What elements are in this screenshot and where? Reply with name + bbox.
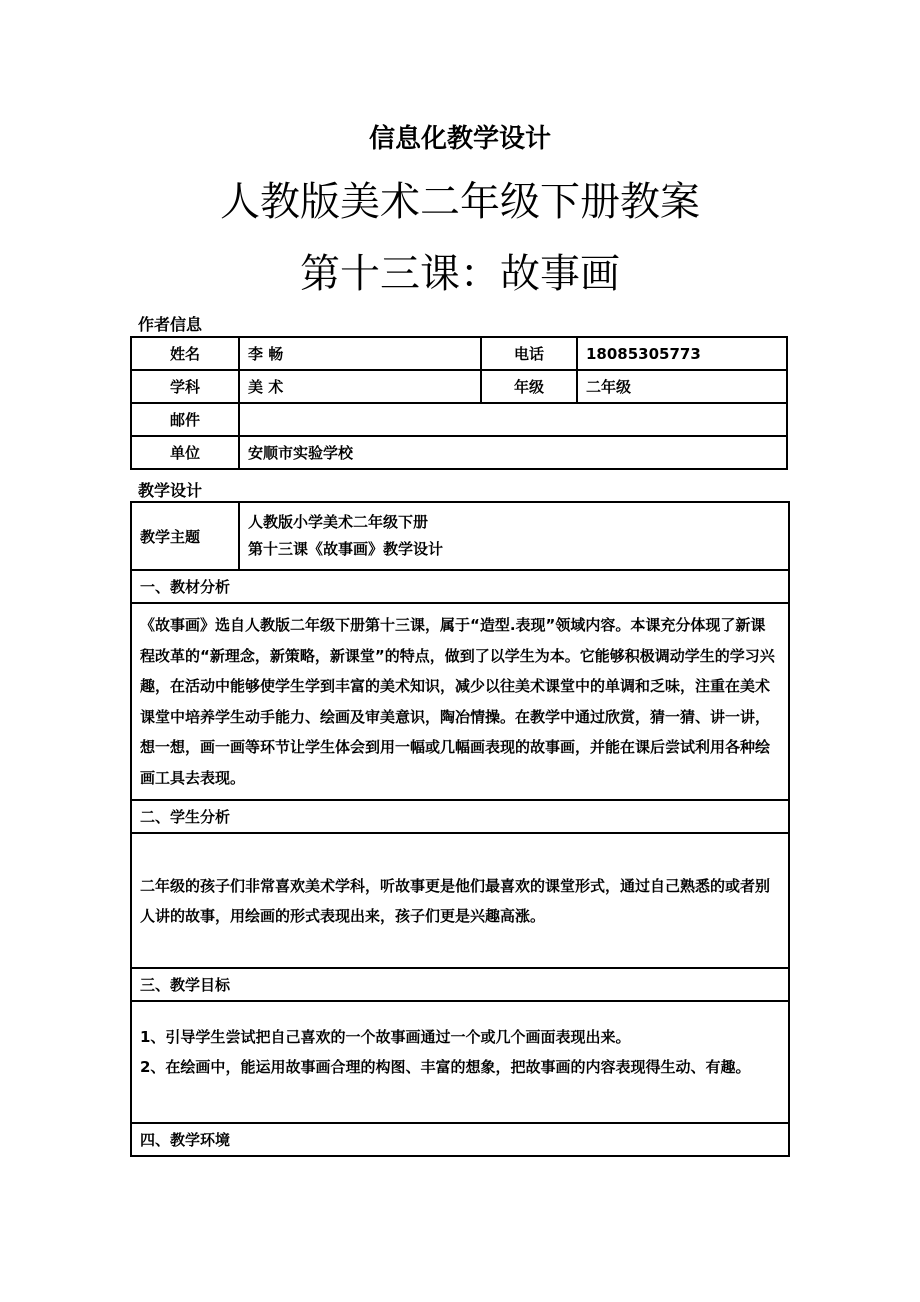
s3-body-row — [131, 1001, 789, 1123]
teaching-design-table — [130, 501, 790, 1157]
email-value — [239, 403, 787, 436]
lesson-title: 第十三课：故事画 — [300, 251, 620, 297]
topic-label: 教学主题 — [131, 502, 239, 570]
email-label: 邮件 — [131, 403, 239, 436]
doc-title: 信息化教学设计 — [368, 124, 551, 154]
topic-row — [131, 502, 789, 570]
s1-heading: 一、教材分析 — [131, 570, 789, 603]
s1-heading-row — [131, 570, 789, 603]
s3-heading-row — [131, 968, 789, 1001]
topic-line-2: 第十三课《故事画》教学设计 — [248, 540, 444, 558]
author-row-name — [131, 337, 787, 370]
grade-label: 年级 — [481, 370, 577, 403]
s3-body — [131, 1001, 789, 1123]
s2-heading: 二、学生分析 — [131, 800, 789, 833]
grade-value: 二年级 — [577, 370, 787, 403]
s4-heading: 四、教学环境 — [131, 1123, 789, 1156]
author-row-unit — [131, 436, 787, 469]
goal-item-1: 1、引导学生尝试把自己喜欢的一个故事画通过一个或几个画面表现出来。 — [140, 1028, 631, 1046]
subject-value: 美 术 — [239, 370, 481, 403]
author-section-label: 作者信息 — [138, 315, 203, 334]
doc-subtitle: 人教版美术二年级下册教案 — [220, 179, 700, 225]
phone-label: 电话 — [481, 337, 577, 370]
subject-label: 学科 — [131, 370, 239, 403]
name-value: 李 畅 — [239, 337, 481, 370]
design-section-label: 教学设计 — [138, 481, 203, 500]
author-row-subject — [131, 370, 787, 403]
topic-value — [239, 502, 789, 570]
author-row-email — [131, 403, 787, 436]
s2-text: 二年级的孩子们非常喜欢美术学科，听故事更是他们最喜欢的课堂形式，通过自己熟悉的或者别人讲的故事，用绘画的形式表现出来，孩子们更是兴趣高涨。 — [131, 833, 789, 968]
name-label: 姓名 — [131, 337, 239, 370]
s4-heading-row — [131, 1123, 789, 1156]
s2-body-row — [131, 833, 789, 968]
s2-heading-row — [131, 800, 789, 833]
s1-body-row — [131, 603, 789, 800]
s3-heading: 三、教学目标 — [131, 968, 789, 1001]
unit-label: 单位 — [131, 436, 239, 469]
goal-item-2: 2、在绘画中，能运用故事画合理的构图、丰富的想象，把故事画的内容表现得生动、有趣。 — [140, 1058, 751, 1076]
phone-value: 18085305773 — [577, 337, 787, 370]
topic-line-1: 人教版小学美术二年级下册 — [248, 513, 429, 531]
author-info-table — [130, 336, 788, 470]
s1-text: 《故事画》选自人教版二年级下册第十三课，属于“造型.表现”领域内容。本课充分体现了新课程改革的“新理念，新策略，新课堂”的特点，做到了以学生为本。它能够积极调动学生的学习兴趣，在活动中能够使学生学到丰富的美术知识，减少以往美术课堂中的单调和乏味，注重在美术课堂中培养学生动手能力、绘画及审美意识，陶冶情操。在教学中通过欣赏，猜一猜、讲一讲，想一想，画一画等环节让学生体会到用一幅或几幅画表现的故事画，并能在课后尝试利用各种绘画工具去表现。 — [131, 603, 789, 800]
unit-value: 安顺市实验学校 — [239, 436, 787, 469]
